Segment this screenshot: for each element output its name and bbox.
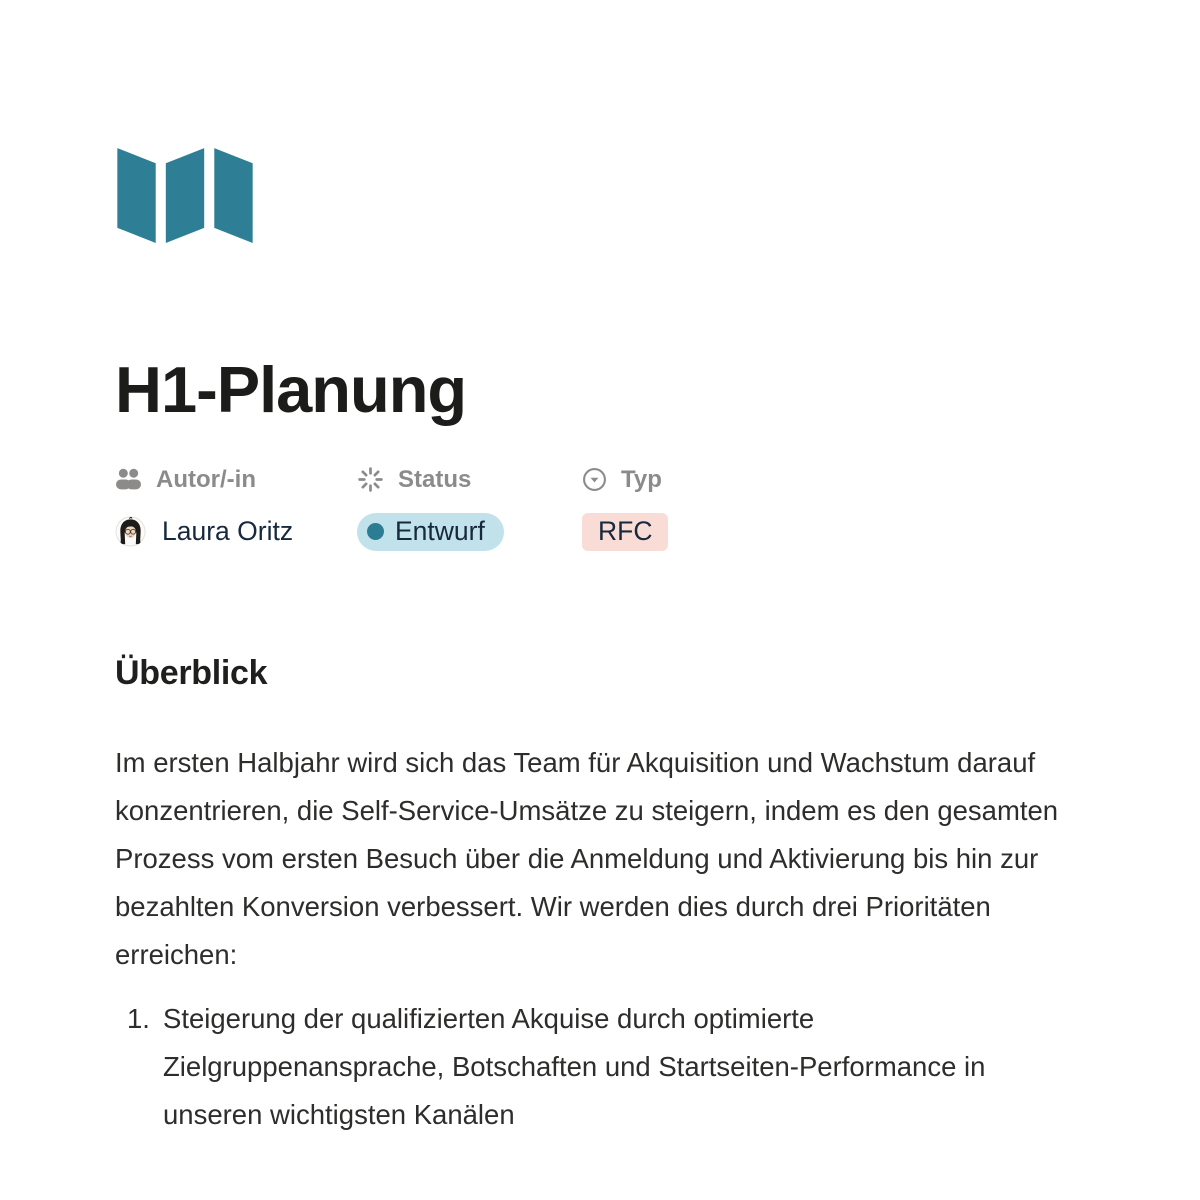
property-author-label[interactable] [115, 464, 357, 496]
list-item-number: 1. [127, 1002, 150, 1034]
property-type-label[interactable] [582, 464, 668, 496]
property-label-text: Status [398, 465, 472, 493]
property-status-value[interactable] [357, 513, 582, 551]
select-icon [582, 467, 607, 492]
property-type-value[interactable] [582, 513, 668, 551]
map-icon[interactable] [115, 141, 1200, 243]
list-item [115, 995, 1200, 1139]
properties-table [115, 464, 1200, 551]
section-heading: Überblick [115, 653, 268, 692]
body-paragraph: Im ersten Halbjahr wird sich das Team für Akquisition und Wachstum darauf konzentrieren, die Self-Service-Umsätze zu steigern, indem es den gesamten Prozess vom ersten Besuch über die Anmeldung und Aktivierung bis hin zur bezahlten Konversion verbessert. Wir werden dies durch drei Prioritäten erreichen: [115, 746, 1059, 970]
type-tag-text: RFC [598, 516, 653, 546]
type-tag[interactable] [582, 513, 668, 551]
page-title[interactable]: H1-Planung [115, 353, 467, 426]
property-status [357, 464, 582, 551]
status-pill[interactable] [357, 513, 504, 551]
property-author-value[interactable] [115, 513, 357, 551]
property-author [115, 464, 357, 551]
property-status-label[interactable] [357, 464, 582, 496]
avatar [115, 516, 146, 547]
property-type [582, 464, 668, 551]
property-label-text: Typ [621, 465, 662, 493]
spinner-icon [357, 466, 384, 493]
people-icon [115, 468, 142, 491]
status-text: Entwurf [395, 516, 485, 546]
list-item-text: Steigerung der qualifizierten Akquise durch optimierte Zielgruppenansprache, Botschaften und Startseiten-Performance in unseren wichtigsten Kanälen [163, 1002, 986, 1130]
status-dot-icon [367, 523, 384, 540]
person-chip[interactable] [115, 516, 293, 547]
property-label-text: Autor/-in [156, 465, 256, 493]
numbered-list [115, 995, 1200, 1139]
person-name: Laura Oritz [162, 516, 294, 546]
